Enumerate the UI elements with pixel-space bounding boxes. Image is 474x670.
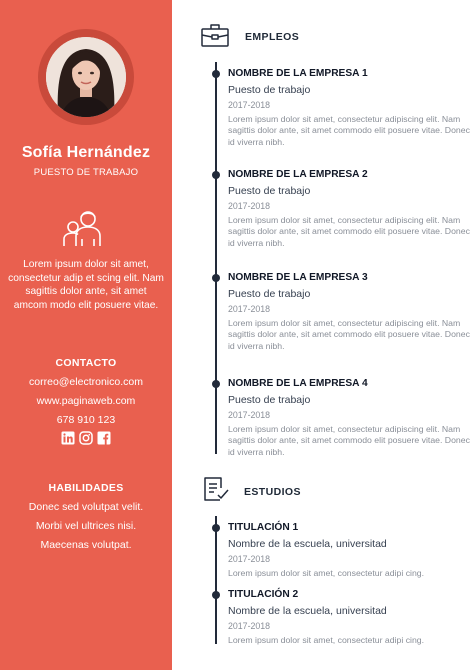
job-company: NOMBRE DE LA EMPRESA 2	[228, 169, 368, 180]
job-description: Lorem ipsum dolor sit amet, consectetur adipiscing elit. Nam sagittis dolor ante, sit amet commodo elit posuere vitae. Donec id viverra nibh.	[228, 424, 470, 457]
portrait-illustration	[46, 37, 126, 117]
job-position: Puesto de trabajo	[228, 394, 311, 406]
degree-title: TITULACIÓN 1	[228, 522, 299, 533]
education-entry	[228, 589, 472, 646]
education-dates: 2017-2018	[228, 621, 271, 631]
job-entry	[228, 272, 472, 352]
social-links	[60, 431, 112, 447]
job-entry	[228, 378, 472, 458]
instagram-icon[interactable]	[79, 431, 93, 445]
job-description: Lorem ipsum dolor sit amet, consectetur adipiscing elit. Nam sagittis dolor ante, sit amet commodo elit posuere vitae. Donec id viverra nibh.	[228, 318, 470, 351]
profile-photo	[46, 37, 126, 117]
job-company: NOMBRE DE LA EMPRESA 4	[228, 378, 368, 389]
jobs-heading: EMPLEOS	[245, 31, 300, 43]
contact-phone: 678 910 123	[56, 414, 116, 426]
contact-heading: CONTACTO	[55, 357, 117, 369]
job-description: Lorem ipsum dolor sit amet, consectetur adipiscing elit. Nam sagittis dolor ante, sit amet commodo elit posuere vitae. Donec id viverra nibh.	[228, 215, 470, 248]
job-company: NOMBRE DE LA EMPRESA 3	[228, 272, 368, 283]
timeline-dot	[212, 171, 220, 179]
profile-summary: Lorem ipsum dolor sit amet, consectetur adip et scing elit. Nam sagittis dolor ante, sit amet amcom modo elit posuere vitae.	[8, 259, 164, 311]
job-position: Puesto de trabajo	[228, 288, 311, 300]
timeline-dot	[212, 70, 220, 78]
skill-item: Maecenas volutpat.	[40, 539, 132, 551]
timeline-dot	[212, 274, 220, 282]
job-dates: 2017-2018	[228, 304, 271, 314]
job-dates: 2017-2018	[228, 201, 271, 211]
school-name: Nombre de la escuela, universitad	[228, 605, 387, 617]
linkedin-icon[interactable]	[61, 431, 75, 445]
contact-website[interactable]: www.paginaweb.com	[36, 395, 136, 407]
job-entry	[228, 68, 472, 148]
education-dates: 2017-2018	[228, 554, 271, 564]
skills-heading: HABILIDADES	[48, 482, 124, 494]
job-company: NOMBRE DE LA EMPRESA 1	[228, 68, 368, 79]
timeline-dot	[212, 591, 220, 599]
education-entry	[228, 522, 472, 579]
job-position: Puesto de trabajo	[228, 84, 311, 96]
contact-email[interactable]: correo@electronico.com	[29, 376, 143, 388]
person-name: Sofía Hernández	[21, 144, 151, 161]
people-icon	[60, 206, 106, 252]
skill-item: Morbi vel ultrices nisi.	[35, 520, 137, 532]
job-dates: 2017-2018	[228, 100, 271, 110]
facebook-icon[interactable]	[97, 431, 111, 445]
job-title: PUESTO DE TRABAJO	[33, 167, 139, 178]
job-description: Lorem ipsum dolor sit amet, consectetur adipiscing elit. Nam sagittis dolor ante, sit amet commodo elit posuere vitae. Donec id viverra nibh.	[228, 114, 470, 147]
education-timeline	[215, 516, 217, 644]
education-heading: ESTUDIOS	[244, 486, 301, 498]
timeline-dot	[212, 380, 220, 388]
job-dates: 2017-2018	[228, 410, 271, 420]
skill-item: Donec sed volutpat velit.	[28, 501, 144, 513]
main-content	[172, 0, 474, 670]
jobs-timeline	[215, 62, 217, 454]
job-position: Puesto de trabajo	[228, 185, 311, 197]
job-entry	[228, 169, 472, 249]
school-name: Nombre de la escuela, universitad	[228, 538, 387, 550]
briefcase-icon	[200, 22, 230, 48]
sidebar	[0, 0, 172, 670]
profile-photo-frame	[38, 29, 134, 125]
timeline-dot	[212, 524, 220, 532]
checklist-icon	[202, 476, 232, 502]
degree-title: TITULACIÓN 2	[228, 589, 299, 600]
education-description: Lorem ipsum dolor sit amet, consectetur adipi cing.	[228, 568, 425, 578]
education-description: Lorem ipsum dolor sit amet, consectetur adipi cing.	[228, 635, 425, 645]
